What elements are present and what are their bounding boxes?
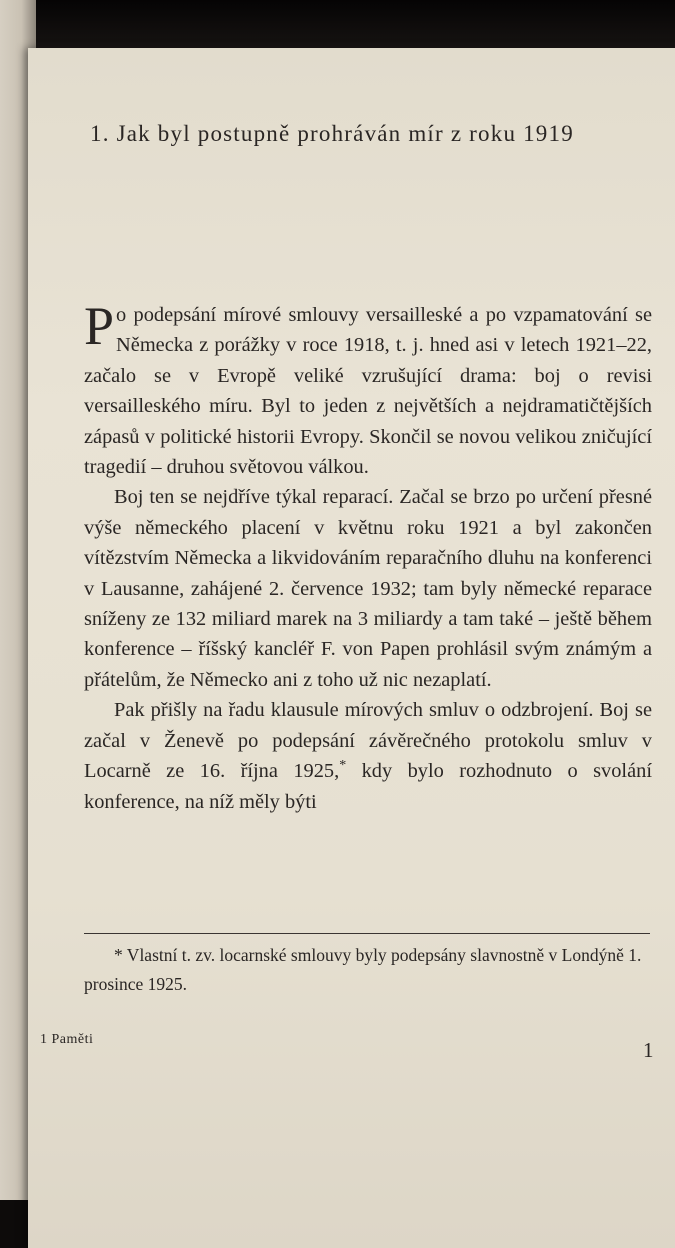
paragraph-1: Po podepsání mírové smlouvy versailleské a po vzpamatování se Německa z porážky v roce 1918, t. j. hned asi v letech 1921–22, začalo se v Evropě veliké vzrušující drama: boj o revisi versailleského míru. Byl to jeden z největších a nejdramatičtějších zápasů v politické historii Evropy. Skončil se novou velikou zničující tragedií – druhou světovou válkou.: [84, 296, 652, 479]
paragraph-3-text-after: kdy bylo rozhodnuto o svolání konference, na níž měly býti: [84, 760, 653, 813]
chapter-title: 1. Jak byl postupně prohráván mír z roku 1919: [90, 121, 574, 146]
paragraph-3: [84, 695, 652, 817]
book-page: [28, 48, 675, 1248]
footnote-divider: [84, 933, 650, 934]
footnote: * Vlastní t. zv. locarnské smlouvy byly podepsány slavnostně v Londýně 1. prosince 1925.: [84, 945, 642, 994]
signature-mark: 1 Paměti: [40, 1032, 94, 1047]
page-number: 1: [643, 1038, 654, 1062]
paragraph-3-text-before: Pak přišly na řadu klausule mírových smluv o odzbrojení. Boj se začal v Ženevě po podepsání závěrečného protokolu smluv v Locarně ze 16. října 1925,: [84, 699, 652, 783]
paragraph-2: Boj ten se nejdříve týkal reparací. Začal se brzo po určení přesné výše německého placení v květnu roku 1921 a byl zakončen vítězstvím Německa a likvidováním reparačního dluhu na konferenci v Lausanne, zahájené 2. července 1932; tam byly německé reparace sníženy ze 132 miliard marek na 3 miliardy a tam také – ještě během konference – říšský kancléř F. von Papen prohlásil svým známým a přátelům, že Německo ani z toho už nic nezaplatí.: [84, 486, 652, 691]
body-text: [84, 296, 653, 817]
footnote-reference: *: [339, 758, 347, 774]
